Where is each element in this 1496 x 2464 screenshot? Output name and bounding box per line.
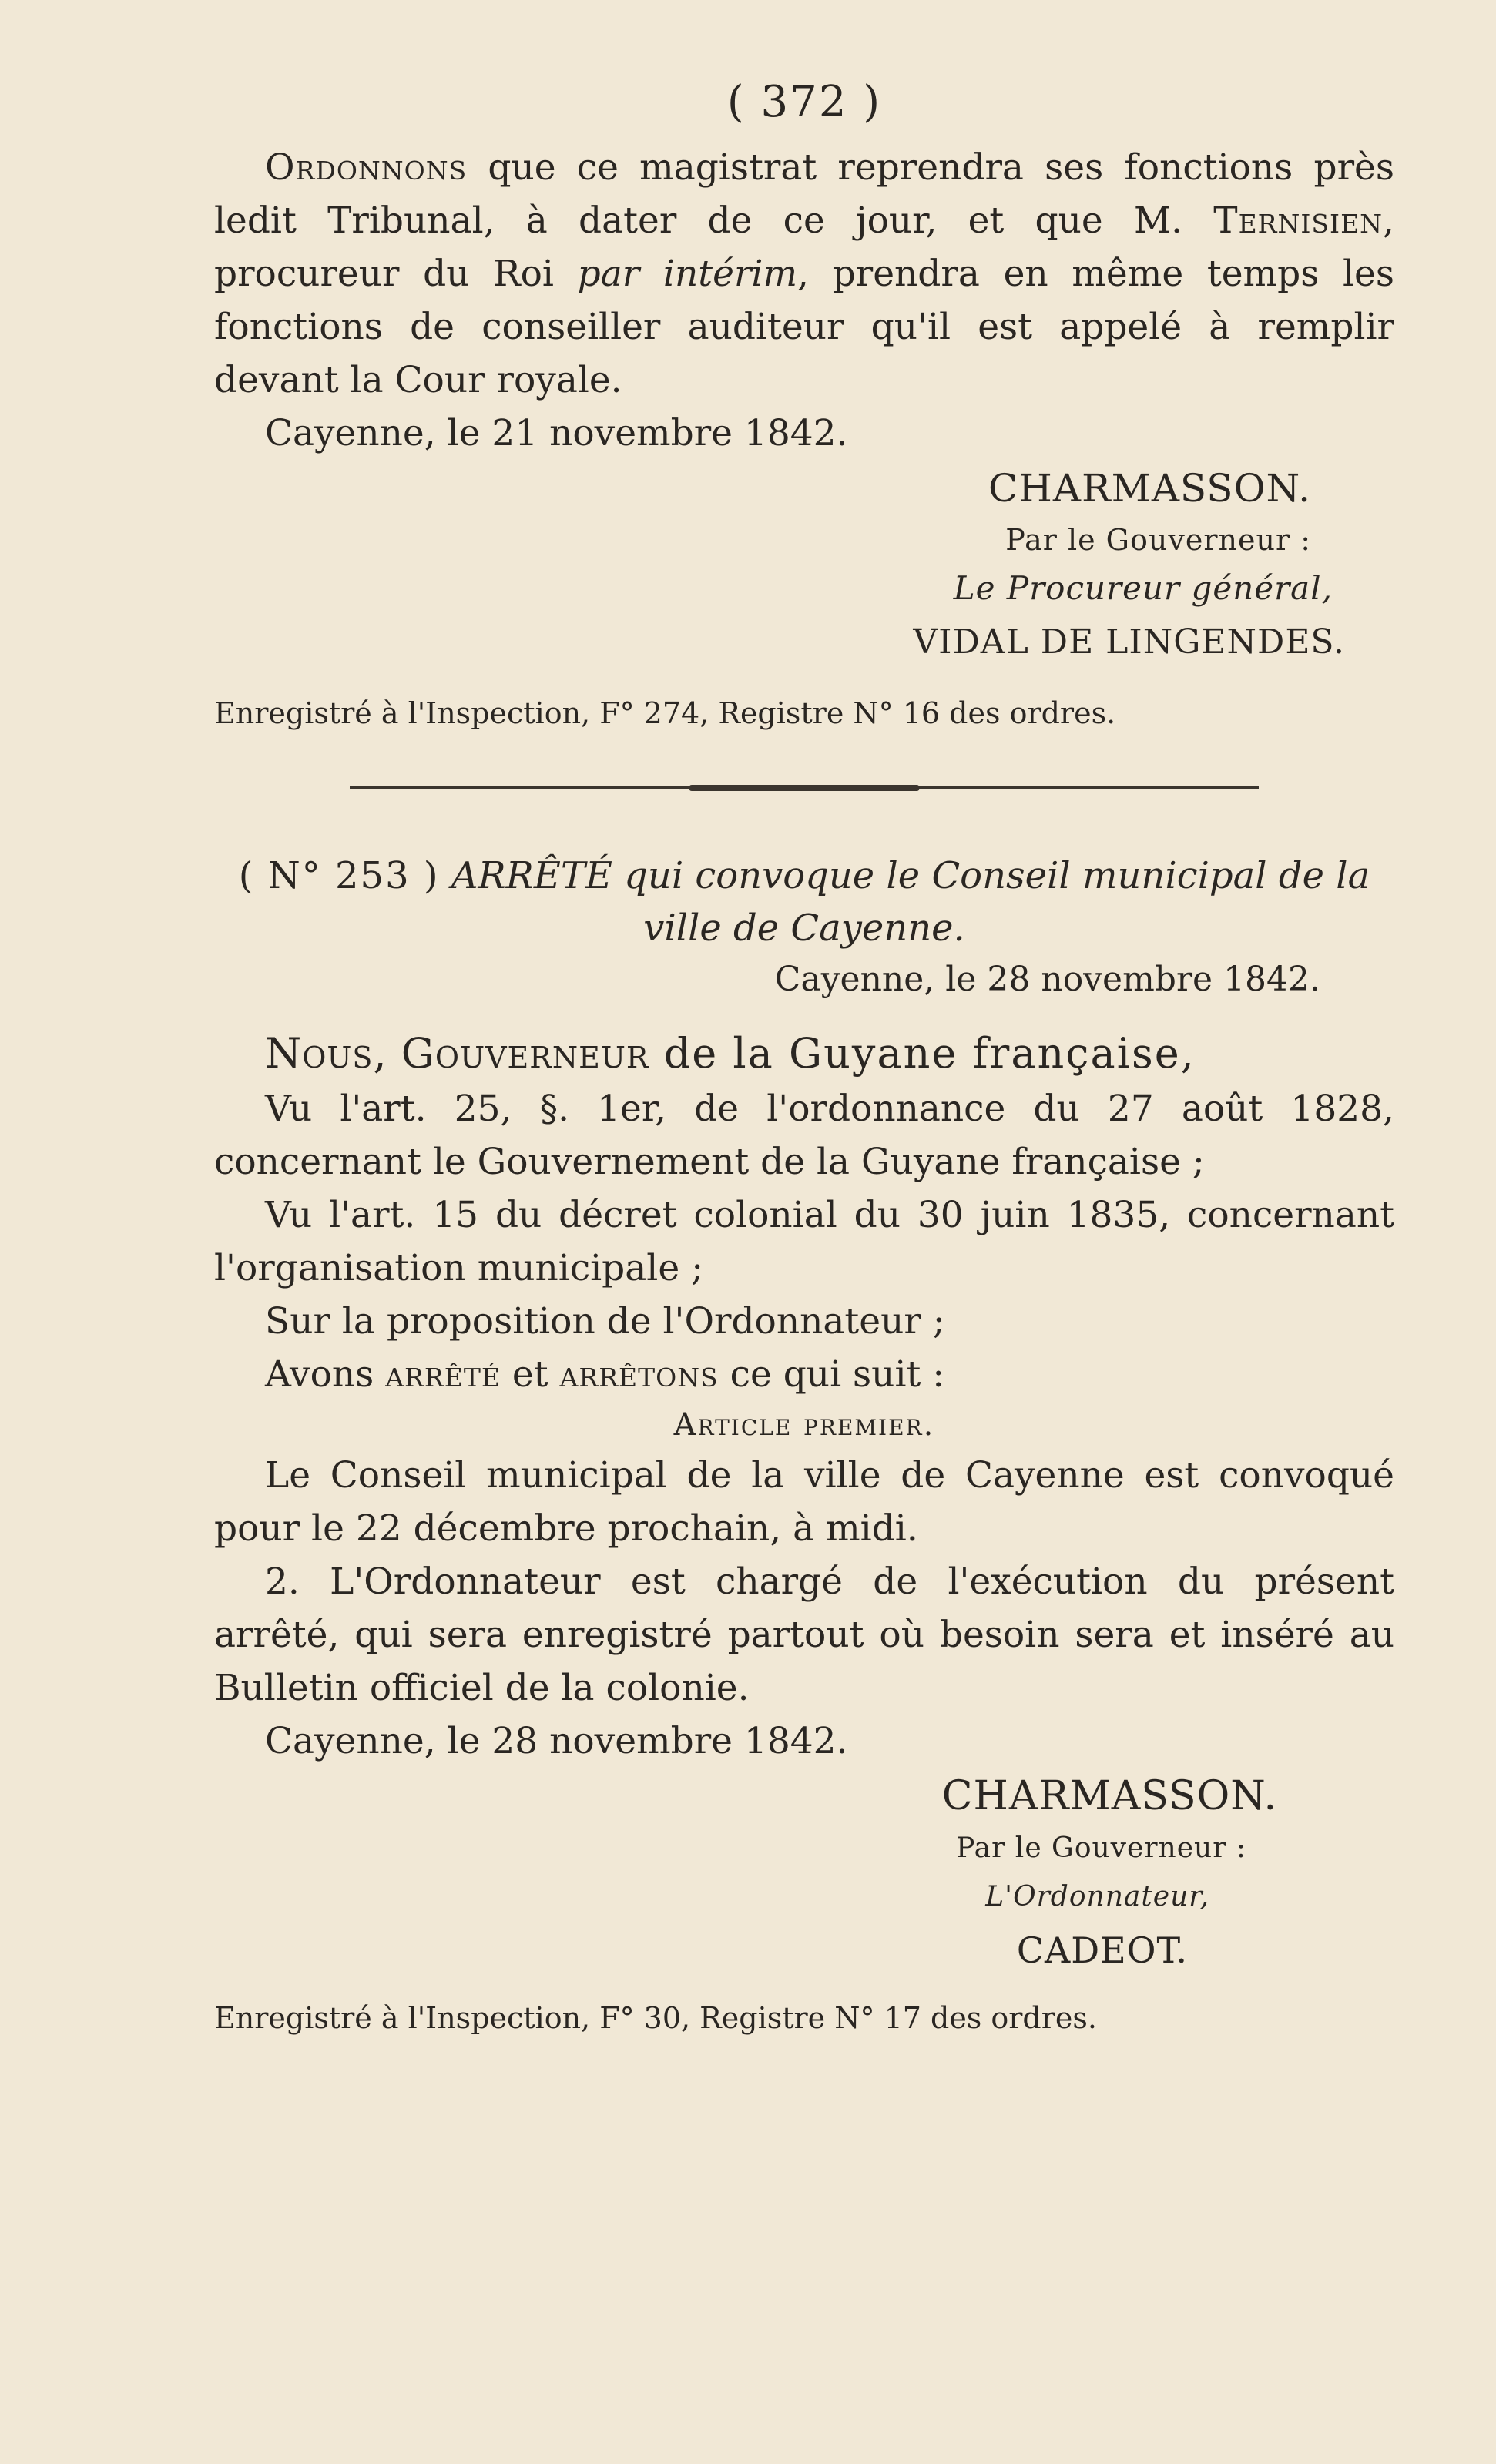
signature-cadeot: CADEOT.: [1016, 1929, 1188, 1971]
arrete-number: ( N° 253 ): [238, 854, 440, 897]
par-le-gouverneur-2: Par le Gouverneur :: [956, 1832, 1246, 1864]
ordonnons-text-b: , procureur du Roi: [214, 199, 1394, 295]
vu-paragraph-2: Vu l'art. 15 du décret colonial du 30 juin 1835, concernant l'organisation municipale ;: [214, 1194, 1394, 1289]
arrete-header-date: Cayenne, le 28 novembre 1842.: [774, 960, 1320, 999]
role-ordonnateur: L'Ordonnateur,: [985, 1881, 1209, 1913]
signature-charmasson-2: CHARMASSON.: [941, 1773, 1277, 1819]
avons-arrete-word: arrêté: [385, 1353, 501, 1396]
par-le-gouverneur-1: Par le Gouverneur :: [1005, 523, 1311, 557]
article-2-text: 2. L'Ordonnateur est chargé de l'exécution du présent arrêté, qui sera enregistré partout où besoin sera et inséré au Bulletin officiel de la colonie.: [214, 1561, 1394, 1709]
role-procureur: Le Procureur général,: [953, 569, 1333, 607]
ordonnons-text-a: que ce magistrat reprendra ses fonctions près ledit Tribunal, à dater de ce jour, et que M.: [214, 146, 1394, 242]
signature-charmasson-1: CHARMASSON.: [988, 466, 1311, 511]
arrete-title: ARRÊTÉ qui convoque le Conseil municipal de la ville de Cayenne.: [451, 854, 1370, 950]
vu-paragraph-1: Vu l'art. 25, §. 1er, de l'ordonnance du 27 août 1828, concernant le Gouvernement de la Guyane française ;: [214, 1088, 1394, 1183]
par-interim: par intérim: [577, 253, 798, 295]
ordonnons-lead: Ordonnons: [265, 146, 468, 189]
avons-arrete: [214, 1348, 1394, 1401]
nous-lead: Nous, Gouverneur: [265, 1029, 649, 1078]
arrete-heading: [214, 850, 1394, 954]
avons-arretons-word: arrêtons: [559, 1353, 719, 1396]
ordonnons-text-c: , prendra en même temps les fonctions de conseiller auditeur qu'il est appelé à remplir devant la Cour royale.: [214, 253, 1394, 401]
section-divider: [350, 786, 1259, 789]
signature-vidal: VIDAL DE LINGENDES.: [913, 622, 1345, 662]
ordonnons-paragraph: [214, 141, 1394, 407]
page-number: ( 372 ): [726, 77, 882, 127]
avons-text-c: et: [500, 1353, 560, 1396]
nous-rest: de la Guyane française,: [649, 1029, 1196, 1078]
article-1-text: Le Conseil municipal de la ville de Cayenne est convoqué pour le 22 décembre prochain, à midi.: [214, 1454, 1394, 1550]
article-premier-title: Article premier.: [673, 1407, 935, 1443]
nous-gouverneur: [214, 1025, 1394, 1082]
ternisien-name: Ternisien: [1213, 199, 1384, 242]
dateline-1: Cayenne, le 21 novembre 1842.: [265, 412, 848, 454]
sur-proposition: Sur la proposition de l'Ordonnateur ;: [265, 1300, 945, 1343]
dateline-2: Cayenne, le 28 novembre 1842.: [265, 1720, 848, 1762]
document-page: [214, 77, 1394, 2040]
avons-text-e: ce qui suit :: [718, 1353, 945, 1396]
registration-1: Enregistré à l'Inspection, F° 274, Registre N° 16 des ordres.: [214, 696, 1116, 730]
registration-2: Enregistré à l'Inspection, F° 30, Registre N° 17 des ordres.: [214, 2001, 1097, 2035]
avons-text-a: Avons: [265, 1353, 386, 1396]
